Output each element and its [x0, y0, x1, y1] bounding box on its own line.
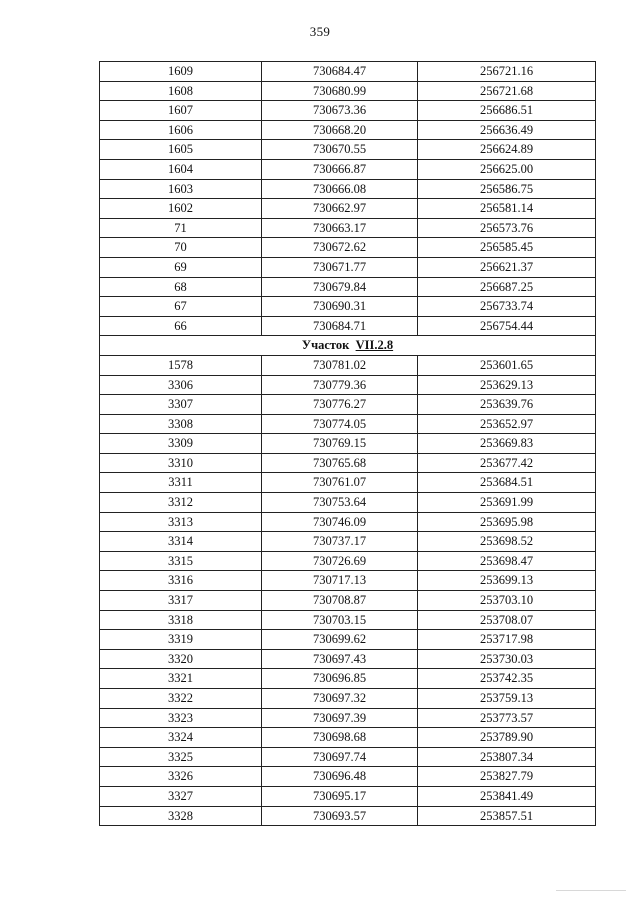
x-coordinate-cell: 730781.02: [262, 355, 418, 375]
x-coordinate-cell: 730717.13: [262, 571, 418, 591]
x-coordinate-cell: 730663.17: [262, 218, 418, 238]
x-coordinate-cell: 730695.17: [262, 786, 418, 806]
point-number-cell: 3322: [100, 689, 262, 709]
x-coordinate-cell: 730703.15: [262, 610, 418, 630]
y-coordinate-cell: 256733.74: [418, 297, 596, 317]
x-coordinate-cell: 730690.31: [262, 297, 418, 317]
point-number-cell: 3319: [100, 630, 262, 650]
table-row: [100, 610, 596, 630]
table-row: [100, 101, 596, 121]
table-row: [100, 355, 596, 375]
table-row: [100, 630, 596, 650]
x-coordinate-cell: 730670.55: [262, 140, 418, 160]
x-coordinate-cell: 730726.69: [262, 551, 418, 571]
x-coordinate-cell: 730673.36: [262, 101, 418, 121]
point-number-cell: 1607: [100, 101, 262, 121]
point-number-cell: 1608: [100, 81, 262, 101]
y-coordinate-cell: 256686.51: [418, 101, 596, 121]
table-row: [100, 493, 596, 513]
x-coordinate-cell: 730765.68: [262, 453, 418, 473]
table-body-top: [100, 62, 596, 336]
x-coordinate-cell: 730666.87: [262, 159, 418, 179]
y-coordinate-cell: 256621.37: [418, 257, 596, 277]
x-coordinate-cell: 730753.64: [262, 493, 418, 513]
section-label: Участок: [301, 338, 350, 353]
table-row: [100, 395, 596, 415]
table-row: [100, 669, 596, 689]
point-number-cell: 66: [100, 316, 262, 336]
table-row: [100, 591, 596, 611]
x-coordinate-cell: 730761.07: [262, 473, 418, 493]
y-coordinate-cell: 253695.98: [418, 512, 596, 532]
x-coordinate-cell: 730769.15: [262, 434, 418, 454]
point-number-cell: 67: [100, 297, 262, 317]
point-number-cell: 3315: [100, 551, 262, 571]
y-coordinate-cell: 253773.57: [418, 708, 596, 728]
table-row: [100, 238, 596, 258]
table-row: [100, 806, 596, 826]
table-row: [100, 786, 596, 806]
x-coordinate-cell: 730697.74: [262, 747, 418, 767]
y-coordinate-cell: 253717.98: [418, 630, 596, 650]
y-coordinate-cell: 253807.34: [418, 747, 596, 767]
point-number-cell: 1609: [100, 62, 262, 82]
table-row: [100, 649, 596, 669]
point-number-cell: 1578: [100, 355, 262, 375]
x-coordinate-cell: 730746.09: [262, 512, 418, 532]
y-coordinate-cell: 256636.49: [418, 120, 596, 140]
table-row: [100, 120, 596, 140]
table-row: [100, 316, 596, 336]
point-number-cell: 1605: [100, 140, 262, 160]
y-coordinate-cell: 253684.51: [418, 473, 596, 493]
table-row: [100, 708, 596, 728]
section-header-row: [100, 336, 596, 356]
point-number-cell: 69: [100, 257, 262, 277]
y-coordinate-cell: 253639.76: [418, 395, 596, 415]
point-number-cell: 1606: [100, 120, 262, 140]
y-coordinate-cell: 256586.75: [418, 179, 596, 199]
y-coordinate-cell: 253698.52: [418, 532, 596, 552]
table-row: [100, 257, 596, 277]
table-row: [100, 62, 596, 82]
y-coordinate-cell: 256573.76: [418, 218, 596, 238]
x-coordinate-cell: 730737.17: [262, 532, 418, 552]
scan-artifact-line: [556, 890, 626, 891]
point-number-cell: 3316: [100, 571, 262, 591]
y-coordinate-cell: 253703.10: [418, 591, 596, 611]
x-coordinate-cell: 730697.43: [262, 649, 418, 669]
table-row: [100, 473, 596, 493]
table-row: [100, 277, 596, 297]
y-coordinate-cell: 256625.00: [418, 159, 596, 179]
x-coordinate-cell: 730698.68: [262, 728, 418, 748]
section-title: [100, 336, 596, 356]
table-row: [100, 218, 596, 238]
table-row: [100, 434, 596, 454]
x-coordinate-cell: 730672.62: [262, 238, 418, 258]
y-coordinate-cell: 256721.68: [418, 81, 596, 101]
table-body-bottom: [100, 355, 596, 825]
page-number: 359: [309, 24, 331, 39]
y-coordinate-cell: 253730.03: [418, 649, 596, 669]
x-coordinate-cell: 730671.77: [262, 257, 418, 277]
point-number-cell: 3320: [100, 649, 262, 669]
point-number-cell: 3327: [100, 786, 262, 806]
point-number-cell: 1604: [100, 159, 262, 179]
y-coordinate-cell: 253742.35: [418, 669, 596, 689]
x-coordinate-cell: 730662.97: [262, 199, 418, 219]
x-coordinate-cell: 730697.32: [262, 689, 418, 709]
point-number-cell: 3308: [100, 414, 262, 434]
table-row: [100, 199, 596, 219]
y-coordinate-cell: 256687.25: [418, 277, 596, 297]
y-coordinate-cell: 253677.42: [418, 453, 596, 473]
section-header-group: [100, 336, 596, 356]
point-number-cell: 1602: [100, 199, 262, 219]
point-number-cell: 3328: [100, 806, 262, 826]
y-coordinate-cell: 253652.97: [418, 414, 596, 434]
point-number-cell: 3314: [100, 532, 262, 552]
point-number-cell: 3307: [100, 395, 262, 415]
x-coordinate-cell: 730680.99: [262, 81, 418, 101]
y-coordinate-cell: 253841.49: [418, 786, 596, 806]
point-number-cell: 3309: [100, 434, 262, 454]
point-number-cell: 70: [100, 238, 262, 258]
point-number-cell: 3325: [100, 747, 262, 767]
table-row: [100, 179, 596, 199]
y-coordinate-cell: 256581.14: [418, 199, 596, 219]
table-row: [100, 297, 596, 317]
x-coordinate-cell: 730679.84: [262, 277, 418, 297]
x-coordinate-cell: 730699.62: [262, 630, 418, 650]
x-coordinate-cell: 730697.39: [262, 708, 418, 728]
y-coordinate-cell: 253629.13: [418, 375, 596, 395]
x-coordinate-cell: 730684.71: [262, 316, 418, 336]
table-row: [100, 512, 596, 532]
x-coordinate-cell: 730708.87: [262, 591, 418, 611]
table-row: [100, 81, 596, 101]
x-coordinate-cell: 730668.20: [262, 120, 418, 140]
point-number-cell: 3311: [100, 473, 262, 493]
x-coordinate-cell: 730684.47: [262, 62, 418, 82]
y-coordinate-cell: 253699.13: [418, 571, 596, 591]
y-coordinate-cell: 253698.47: [418, 551, 596, 571]
point-number-cell: 3313: [100, 512, 262, 532]
table-row: [100, 728, 596, 748]
point-number-cell: 3310: [100, 453, 262, 473]
y-coordinate-cell: 253789.90: [418, 728, 596, 748]
x-coordinate-cell: 730779.36: [262, 375, 418, 395]
point-number-cell: 3312: [100, 493, 262, 513]
x-coordinate-cell: 730693.57: [262, 806, 418, 826]
y-coordinate-cell: 253691.99: [418, 493, 596, 513]
point-number-cell: 71: [100, 218, 262, 238]
table-row: [100, 571, 596, 591]
x-coordinate-cell: 730776.27: [262, 395, 418, 415]
y-coordinate-cell: 256721.16: [418, 62, 596, 82]
point-number-cell: 3321: [100, 669, 262, 689]
y-coordinate-cell: 253601.65: [418, 355, 596, 375]
y-coordinate-cell: 253669.83: [418, 434, 596, 454]
table-row: [100, 767, 596, 787]
point-number-cell: 3306: [100, 375, 262, 395]
point-number-cell: 1603: [100, 179, 262, 199]
y-coordinate-cell: 253857.51: [418, 806, 596, 826]
y-coordinate-cell: 253708.07: [418, 610, 596, 630]
point-number-cell: 3317: [100, 591, 262, 611]
table-row: [100, 375, 596, 395]
section-code: VII.2.8: [355, 338, 394, 353]
point-number-cell: 3324: [100, 728, 262, 748]
x-coordinate-cell: 730774.05: [262, 414, 418, 434]
point-number-cell: 3326: [100, 767, 262, 787]
coordinates-table: [99, 61, 596, 826]
table-row: [100, 414, 596, 434]
y-coordinate-cell: 256585.45: [418, 238, 596, 258]
table-row: [100, 453, 596, 473]
y-coordinate-cell: 253827.79: [418, 767, 596, 787]
table-row: [100, 747, 596, 767]
point-number-cell: 68: [100, 277, 262, 297]
y-coordinate-cell: 256624.89: [418, 140, 596, 160]
x-coordinate-cell: 730696.85: [262, 669, 418, 689]
table-row: [100, 159, 596, 179]
point-number-cell: 3323: [100, 708, 262, 728]
table-row: [100, 551, 596, 571]
y-coordinate-cell: 256754.44: [418, 316, 596, 336]
x-coordinate-cell: 730666.08: [262, 179, 418, 199]
table-row: [100, 140, 596, 160]
y-coordinate-cell: 253759.13: [418, 689, 596, 709]
table-row: [100, 532, 596, 552]
table-row: [100, 689, 596, 709]
point-number-cell: 3318: [100, 610, 262, 630]
x-coordinate-cell: 730696.48: [262, 767, 418, 787]
